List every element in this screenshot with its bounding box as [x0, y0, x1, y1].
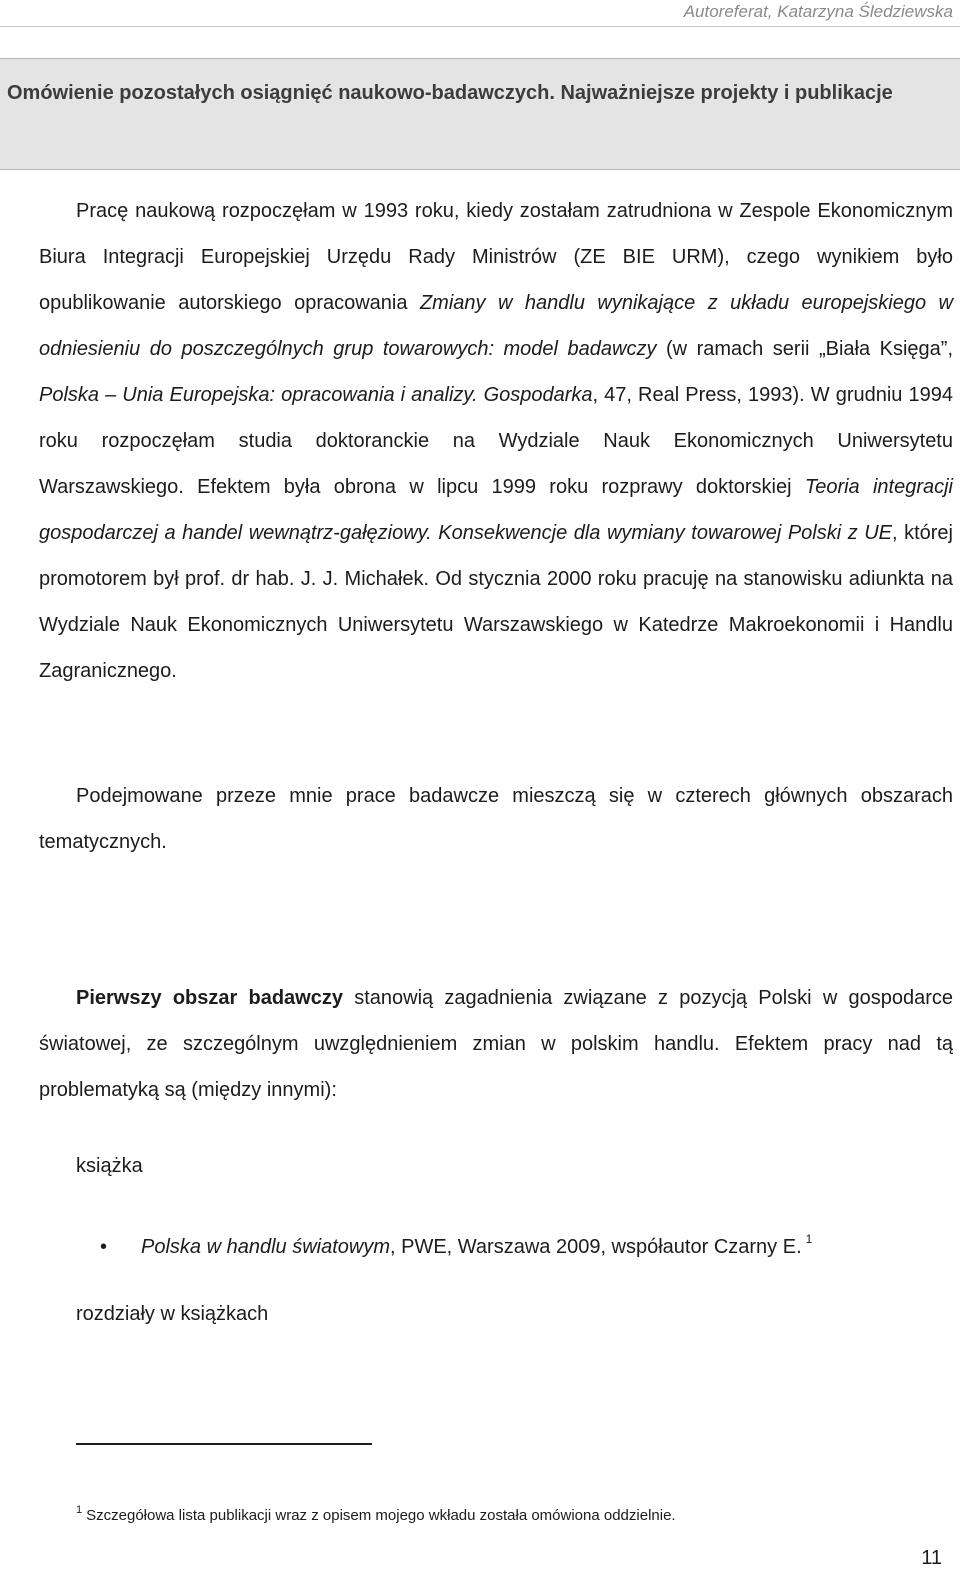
paragraph-areas [39, 773, 953, 865]
book-title: Polska w handlu światowym [141, 1236, 390, 1258]
paragraph-text: stanowią zagadnienia związane z pozycją Polski w gospodarce światowej, ze szczególnym uwzględnieniem zmian w polskim handlu. Efektem pracy nad tą problematyką są (między innymi): [39, 987, 953, 1101]
paragraph-first-area [39, 975, 953, 1113]
series-title: Polska – Unia Europejska: opracowania i analizy. Gospodarka [39, 384, 593, 406]
section-heading-box [0, 58, 960, 170]
book-details: , PWE, Warszawa 2009, współautor Czarny E. [390, 1236, 802, 1258]
footnote-mark: 1 [76, 1504, 83, 1516]
book-label: książka [76, 1155, 143, 1177]
area-heading: Pierwszy obszar badawczy [76, 987, 343, 1009]
running-title: Autoreferat, Katarzyna Śledziewska [683, 2, 953, 21]
publication-title: Zmiany w handlu wynikające z układu europejskiego w odniesieniu do poszczególnych grup towarowych: model badawczy [39, 292, 953, 360]
paragraph-career [39, 188, 953, 694]
footnote-reference[interactable]: 1 [805, 1232, 813, 1246]
footnote-text: Szczegółowa lista publikacji wraz z opisem mojego wkładu została omówiona oddzielnie. [86, 1507, 676, 1524]
bullet-icon: • [100, 1236, 108, 1258]
paragraph-text: Podejmowane przeze mnie prace badawcze mieszczą się w czterech głównych obszarach tematycznych. [39, 785, 953, 853]
header-divider [0, 26, 960, 27]
paragraph-text: Pracę naukową rozpoczęłam w 1993 roku, kiedy zostałam zatrudniona w Zespole Ekonomicznym Biura Integracji Europejskiej Urzędu Rady Ministrów (ZE BIE URM), czego wynikiem było opublikowanie autorskiego opracowania [39, 200, 953, 314]
dissertation-title: Teoria integracji gospodarczej a handel wewnątrz-gałęziowy. Konsekwencje dla wymiany towarowej Polski z UE [39, 476, 953, 544]
section-title: Omówienie pozostałych osiągnięć naukowo-badawczych. Najważniejsze projekty i publikacje [7, 82, 893, 104]
book-list-item [100, 1232, 812, 1259]
paragraph-text: , której promotorem był prof. dr hab. J. J. Michałek. Od stycznia 2000 roku pracuję na stanowisku adiunkta na Wydziale Nauk Ekonomicznych Uniwersytetu Warszawskiego w Katedrze Makroekonomii i Handlu Zagranicznego. [39, 522, 953, 682]
paragraph-text: (w ramach serii „Biała Księga”, [656, 338, 954, 360]
footnote-divider [76, 1443, 372, 1445]
paragraph-text: , 47, Real Press, 1993). W grudniu 1994 roku rozpoczęłam studia doktoranckie na Wydziale Nauk Ekonomicznych Uniwersytetu Warszawskiego. Efektem była obrona w lipcu 1999 roku rozprawy doktorskiej [39, 384, 953, 498]
running-header [0, 0, 960, 26]
page-number: 11 [921, 1547, 942, 1569]
footnote [76, 1504, 676, 1524]
chapters-label: rozdziały w książkach [76, 1303, 269, 1325]
